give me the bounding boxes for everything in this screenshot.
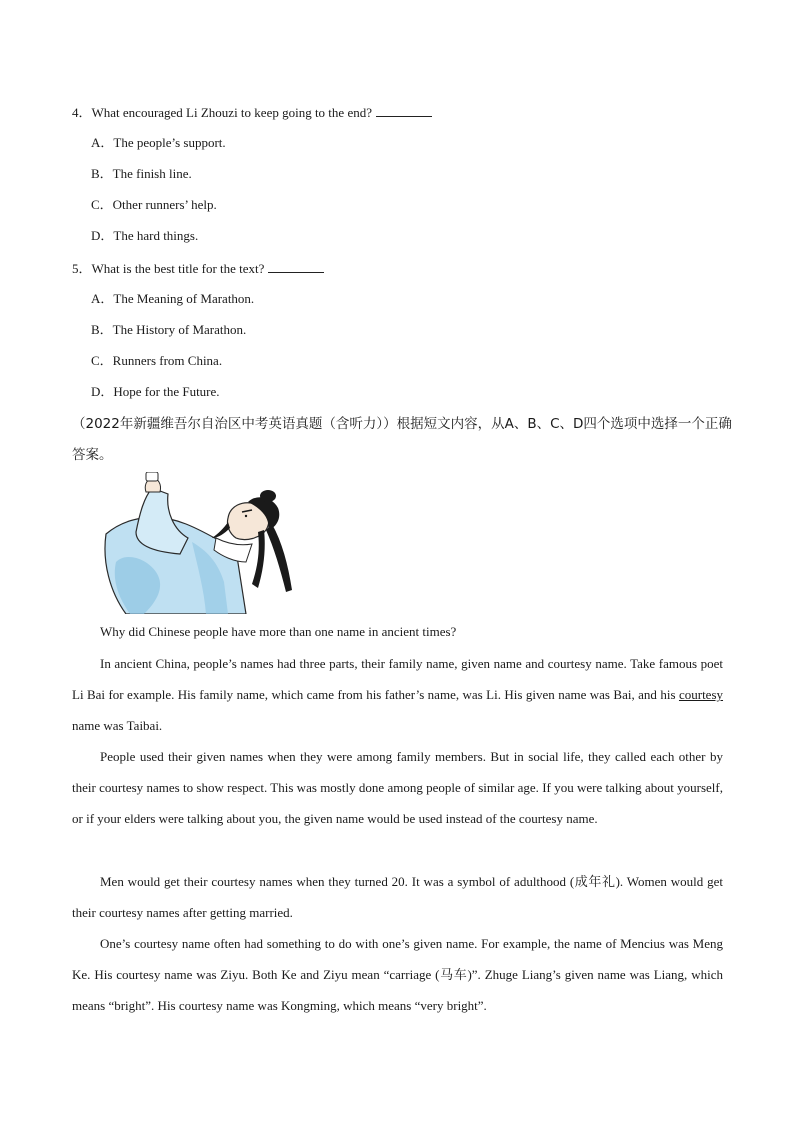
q5-option-a: A．The Meaning of Marathon. — [91, 291, 255, 306]
q5-option-b: B．The History of Marathon. — [91, 322, 247, 337]
question-5-text: 5．What is the best title for the text? — [72, 261, 265, 276]
answer-blank-4[interactable] — [376, 104, 432, 117]
question-4-stem — [72, 104, 432, 121]
section-instruction: （2022年新疆维吾尔自治区中考英语真题（含听力））根据短文内容，从A、B、C、D四个选项中选择一个正确答案。 — [72, 416, 732, 463]
q4-option-d: D．The hard things. — [91, 228, 199, 243]
question-5-stem — [72, 260, 324, 277]
q4-option-c: C．Other runners’ help. — [91, 197, 217, 212]
passage-title: Why did Chinese people have more than one name in ancient times? — [100, 624, 457, 639]
q5-option-d: D．Hope for the Future. — [91, 384, 220, 399]
passage-paragraph-4: One’s courtesy name often had something to do with one’s given name. For example, the name of Mencius was Meng Ke. His courtesy name was Ziyu. Both Ke and Ziyu mean “carriage (马车)”. Zhuge Liang’s given name was Liang, which means “bright”. His courtesy name was Kongming, which means “very bright”. — [72, 936, 723, 1014]
passage-paragraph-2: People used their given names when they were among family members. But in social life, they called each other by their courtesy names to show respect. This was mostly done among people of similar age. If you were talking about yourself, or if your elders were talking about you, the given name would be used instead of the courtesy name. — [72, 749, 723, 827]
paragraph-1-end: name was Taibai. — [72, 718, 163, 734]
answer-blank-5[interactable] — [268, 260, 324, 273]
underlined-word-courtesy: courtesy — [678, 687, 724, 703]
q5-option-c: C．Runners from China. — [91, 353, 223, 368]
q4-option-b: B．The finish line. — [91, 166, 192, 181]
paragraph-1-text: In ancient China, people’s names had three parts, their family name, given name and courtesy name. Take famous poet Li Bai for example. His family name, which came from his father’s name, was Li. His given name was Bai, and his — [72, 656, 723, 703]
question-4-text: 4．What encouraged Li Zhouzi to keep going to the end? — [72, 105, 372, 120]
q4-option-a: A．The people’s support. — [91, 135, 226, 150]
passage-paragraph-1 — [72, 648, 723, 742]
passage-paragraph-3: Men would get their courtesy names when they turned 20. It was a symbol of adulthood (成年礼). Women would get their courtesy names after getting married. — [72, 874, 723, 921]
poet-illustration — [96, 472, 300, 614]
